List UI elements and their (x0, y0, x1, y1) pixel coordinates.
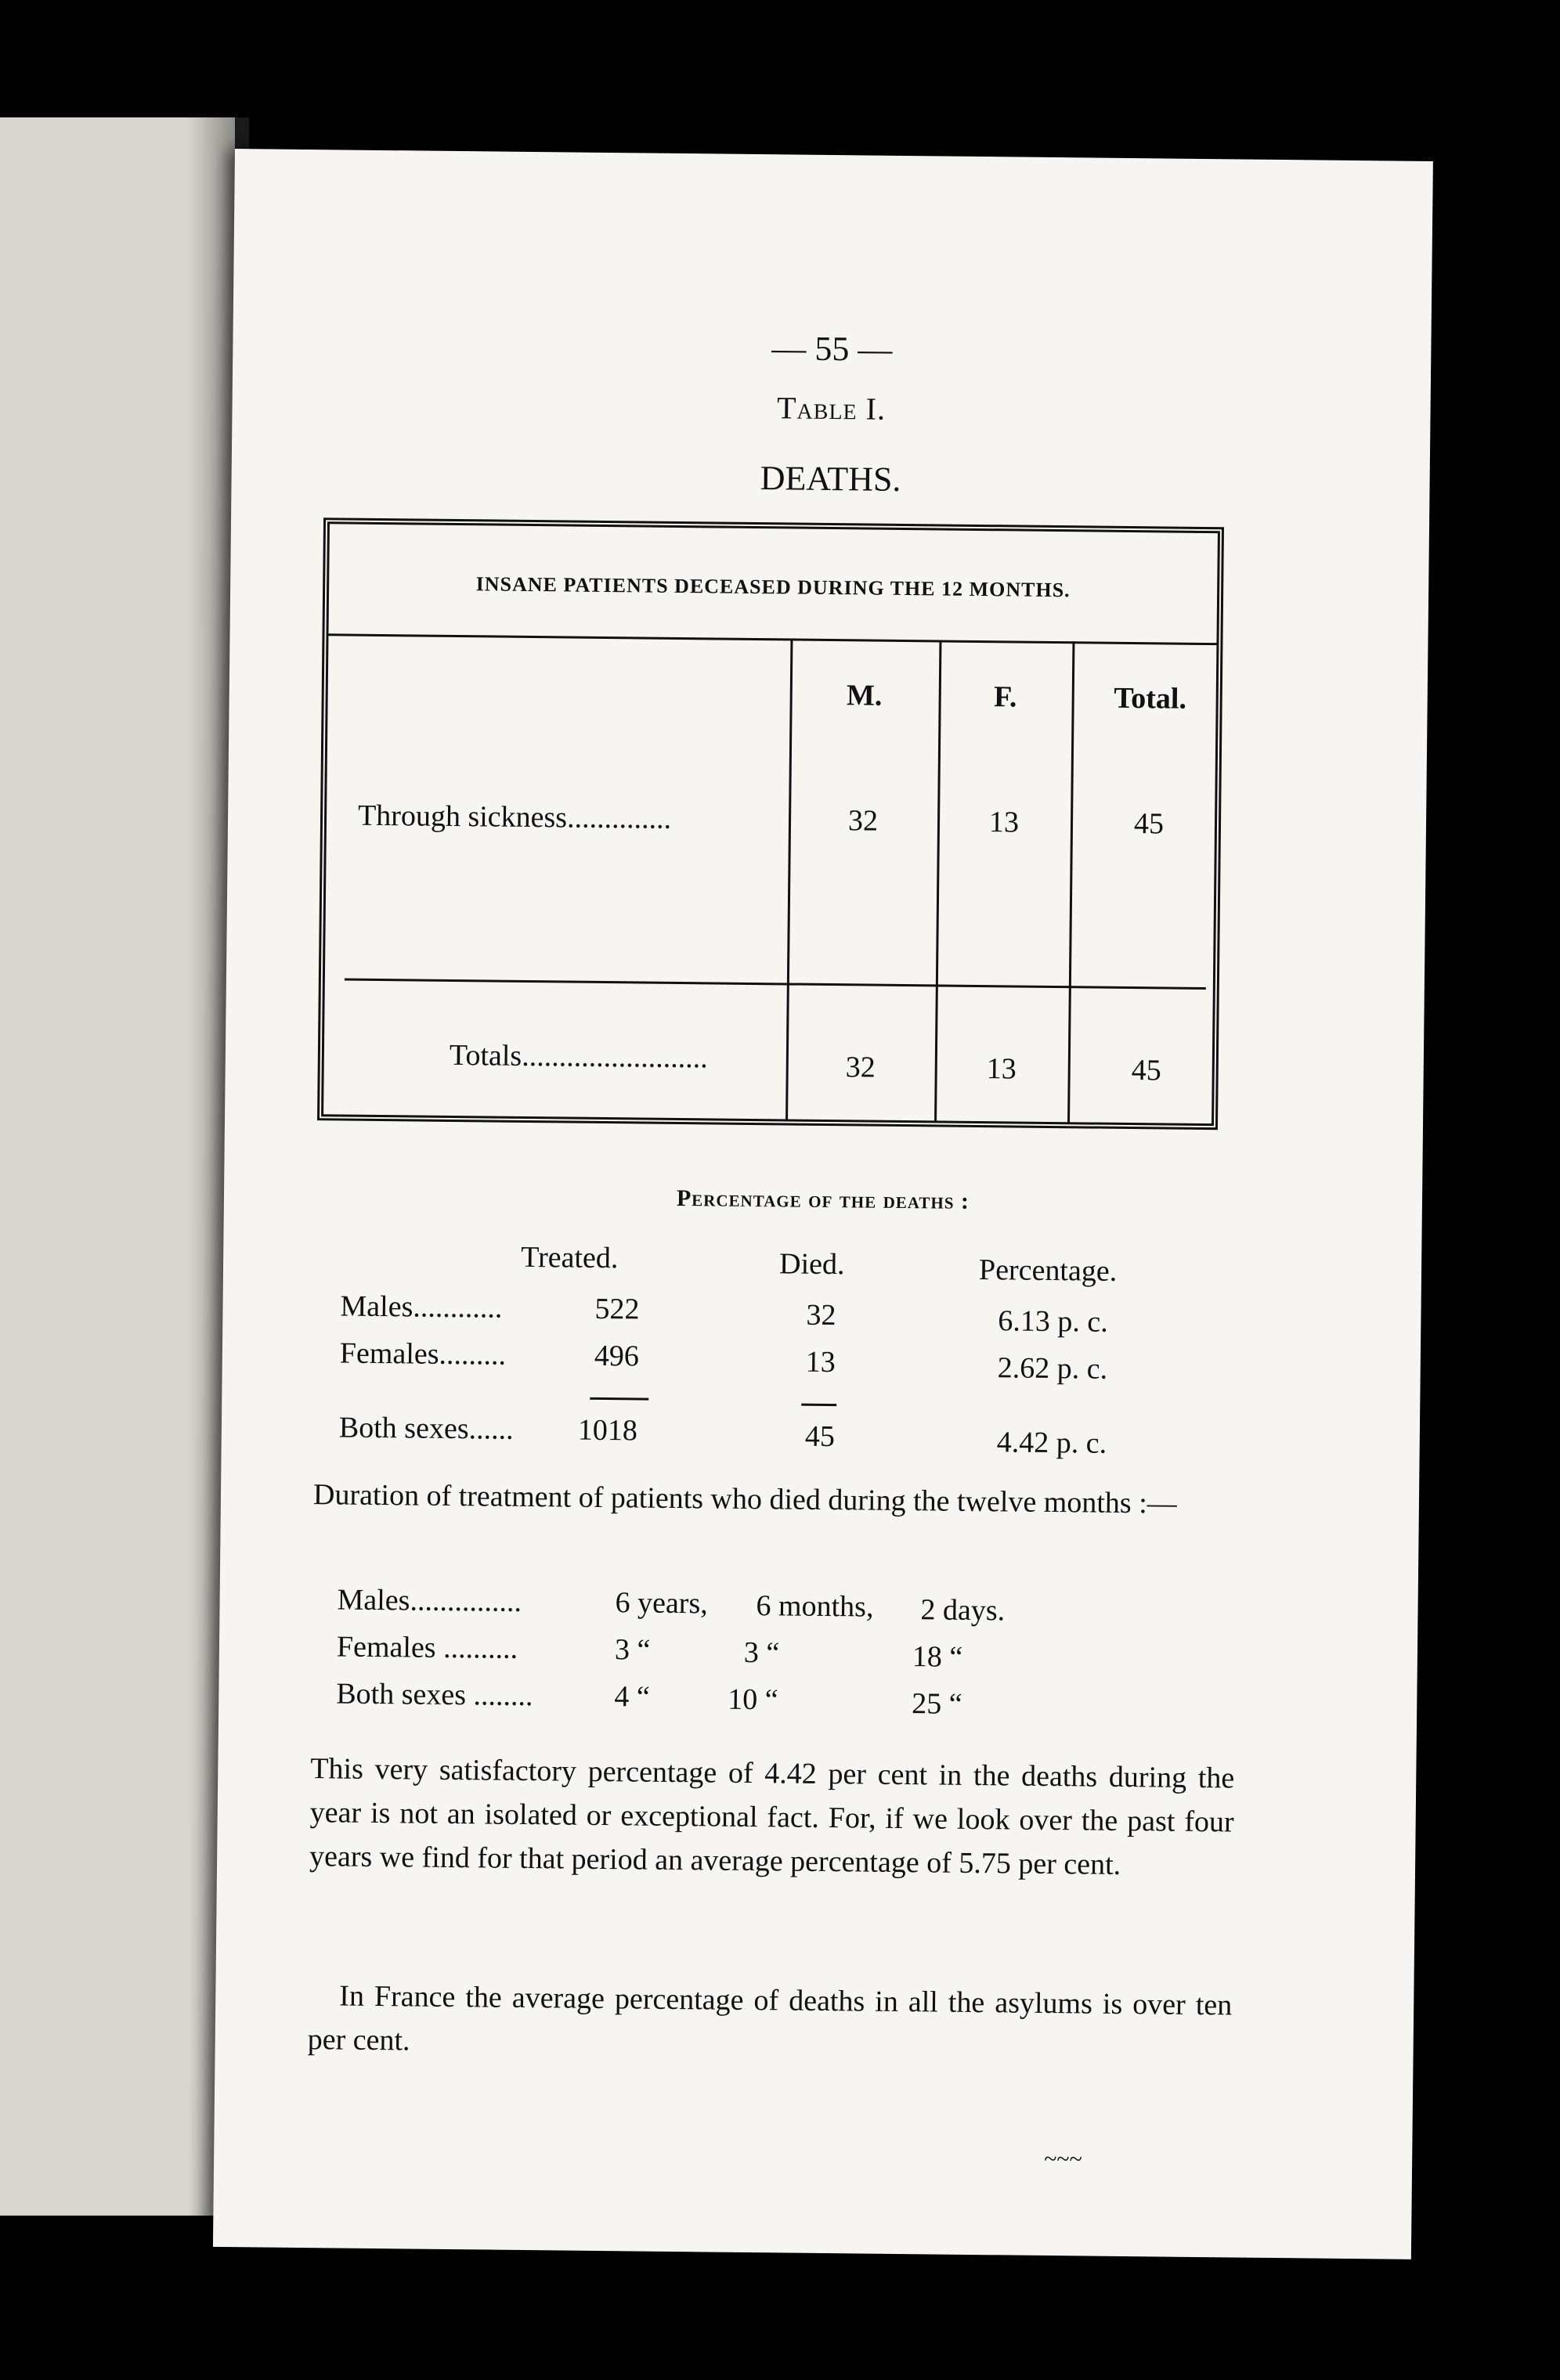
deaths-table (317, 517, 1224, 1130)
deaths-table-caption: INSANE PATIENTS DECEASED DURING THE 12 MONTHS. (475, 572, 1071, 602)
cell-sickness-f: 13 (988, 806, 1020, 839)
duration-both-months: 10 “ (728, 1682, 778, 1717)
duration-both-years: 4 “ (614, 1680, 650, 1714)
row-label-totals: Totals......................... (449, 1038, 708, 1075)
header-total: Total. (1114, 681, 1187, 716)
column-divider (934, 640, 941, 1121)
paragraph-france: In France the average percentage of deaths in all the asylums is over ten per cent. (307, 1979, 1233, 2057)
pct-value-females: 2.62 p. c. (997, 1351, 1108, 1386)
cell-sickness-total: 45 (1133, 807, 1165, 841)
duration-females-days: 18 “ (912, 1640, 963, 1674)
pct-died-males: 32 (806, 1298, 836, 1332)
pct-label-both: Both sexes...... (338, 1411, 514, 1446)
duration-label-males: Males............... (337, 1583, 522, 1618)
duration-both-days: 25 “ (912, 1687, 962, 1721)
pct-label-males: Males............ (340, 1289, 503, 1325)
page-number: — 55 — (771, 329, 893, 369)
cell-totals-f: 13 (986, 1052, 1017, 1086)
pct-treated-males: 522 (594, 1292, 640, 1326)
pct-sum-rule (801, 1404, 836, 1406)
duration-label-females: Females .......... (336, 1630, 518, 1665)
facing-page (0, 117, 249, 2216)
pct-died-females: 13 (805, 1345, 836, 1379)
duration-males-days: 2 days. (920, 1593, 1006, 1628)
table-label: Table I. (776, 390, 887, 427)
book-page (213, 149, 1433, 2259)
cell-totals-m: 32 (845, 1051, 876, 1084)
header-f: F. (993, 680, 1017, 714)
cell-totals-total: 45 (1131, 1054, 1161, 1087)
pct-label-females: Females......... (339, 1336, 507, 1372)
duration-males-months: 6 months, (756, 1589, 874, 1624)
pct-value-both: 4.42 p. c. (996, 1426, 1107, 1460)
pct-treated-both: 1018 (577, 1413, 638, 1448)
duration-males-years: 6 years, (615, 1586, 708, 1621)
paragraph-percentage: This very satisfactory percentage of 4.42 per cent in the deaths during the year is not an isolated or exceptional fact. For, if we look over the past four years we find for that period an average percentage of 5.75 per cent. (309, 1752, 1235, 1881)
pct-died-both: 45 (804, 1419, 836, 1454)
column-divider (785, 638, 793, 1120)
cell-sickness-m: 32 (847, 804, 879, 838)
duration-females-years: 3 “ (614, 1633, 651, 1667)
column-divider (1067, 641, 1074, 1123)
pct-sum-rule (590, 1397, 648, 1401)
table-title: DEATHS. (760, 459, 901, 499)
pct-header-died: Died. (778, 1247, 845, 1282)
duration-label-both: Both sexes ........ (336, 1677, 533, 1713)
totals-rule (345, 979, 1206, 990)
pct-header-percentage: Percentage. (978, 1253, 1118, 1288)
pct-treated-females: 496 (594, 1339, 640, 1373)
duration-females-months: 3 “ (743, 1635, 780, 1670)
percentage-heading: Percentage of the deaths : (676, 1185, 970, 1214)
caption-rule (328, 633, 1216, 645)
pct-header-treated: Treated. (520, 1240, 619, 1275)
header-m: M. (846, 679, 883, 712)
pct-value-males: 6.13 p. c. (998, 1304, 1108, 1339)
row-label-sickness: Through sickness.............. (357, 799, 672, 835)
duration-intro: Duration of treatment of patients who died during the twelve months :— (312, 1478, 1177, 1520)
end-ornament: ~~~ (1043, 2145, 1083, 2173)
